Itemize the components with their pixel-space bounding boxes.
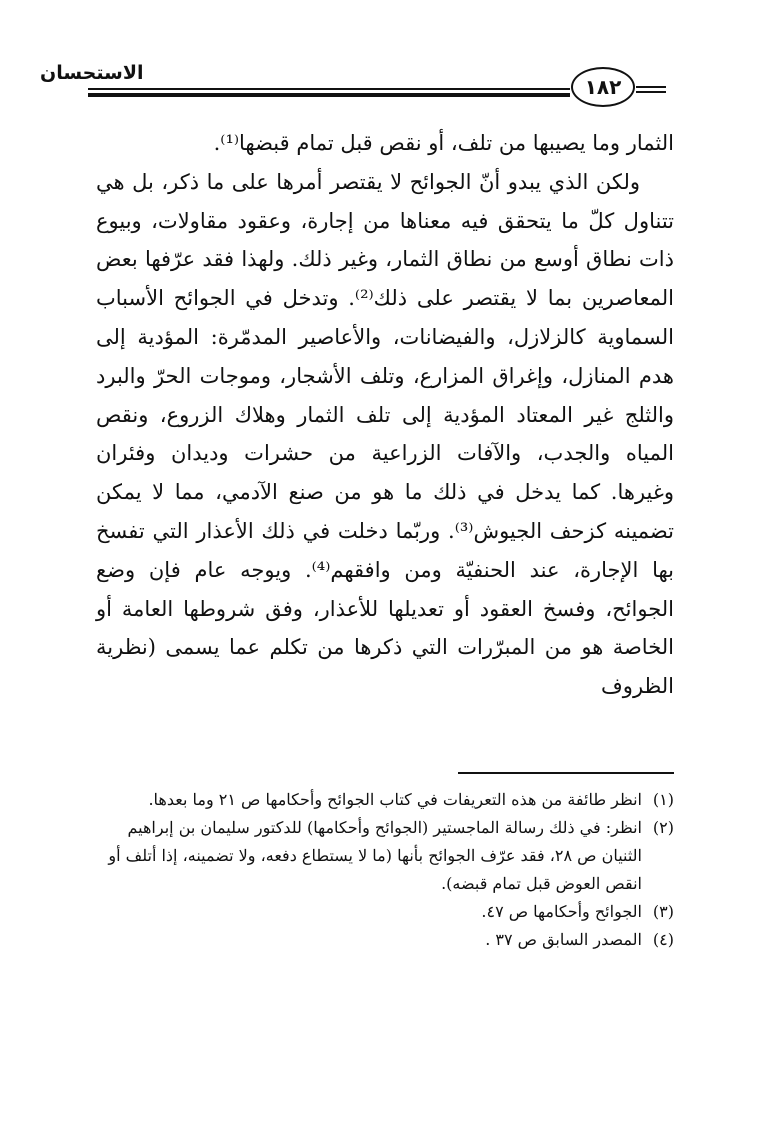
footnote-number: (١) — [652, 790, 674, 809]
header-mark-lower — [636, 91, 666, 93]
footnote — [96, 814, 674, 898]
page-number: ١٨٢ — [571, 67, 635, 107]
paragraph: ولكن الذي يبدو أنّ الجوائح لا يقتصر أمرها على ما ذكر، بل هي تتناول كلّ ما يتحقق فيه معناها من إجارة، وعقود مقاولات، وبيوع ذات نطاق أوسع من نطاق الثمار، وغير ذلك. ولهذا فقد عرّفها بعض المعاصرين بما لا يقتصر على ذلك⁽²⁾. وتدخل في الجوائح الأسباب السماوية كالزلازل، والفيضانات، والأعاصير المدمّرة: المؤدية إلى هدم المنازل، وإغراق المزارع، وتلف الأشجار، وموجات الحرّ والبرد والثلج غير المعتاد المؤدية إلى تلف الثمار وهلاك الزروع، ونقص المياه والجدب، والآفات الزراعية من حشرات وديدان وفئران وغيرها. كما يدخل في ذلك ما هو من صنع الآدمي، مما لا يمكن تضمينه كزحف الجيوش⁽³⁾. وربّما دخلت في ذلك الأعذار التي تفسخ بها الإجارة، عند الحنفيّة ومن وافقهم⁽⁴⁾. ويوجه عام فإن وضع الجوائح، وفسخ العقود أو تعديلها للأعذار، وفق شروطها العامة أو الخاصة هو من المبرّرات التي ذكرها من تكلم عما يسمى (نظرية الظروف — [96, 169, 674, 699]
footnote-number: (٣) — [652, 902, 674, 921]
header-mark-upper — [636, 86, 666, 88]
footnotes — [96, 786, 674, 954]
footnote — [96, 786, 674, 814]
footnote-number: (٢) — [652, 818, 674, 837]
body-text — [96, 124, 674, 706]
footnote-separator — [458, 772, 674, 774]
footnote — [96, 926, 674, 954]
footnote-number: (٤) — [652, 930, 674, 949]
footnote — [96, 898, 674, 926]
footnote-text: انظر طائفة من هذه التعريفات في كتاب الجوائح وأحكامها ص ٢١ وما بعدها. — [148, 790, 642, 809]
footnote-text: انظر: في ذلك رسالة الماجستير (الجوائح وأحكامها) للدكتور سليمان بن إبراهيم الثنيان ص ٢٨، فقد عرّف الجوائح بأنها (ما لا يستطاع دفعه، ولا تضمينه، إذا أتلف أو انقص العوض قبل تمام قبضه). — [108, 818, 642, 893]
footnote-text: الجوائح وأحكامها ص ٤٧. — [481, 902, 642, 921]
header-rule-thick — [88, 93, 570, 97]
running-header-title: الاستحسان — [40, 62, 144, 84]
header-rule-thin — [88, 88, 570, 90]
paragraph: الثمار وما يصيبها من تلف، أو نقص قبل تمام قبضها⁽¹⁾. — [213, 131, 674, 155]
footnote-text: المصدر السابق ص ٣٧ . — [485, 930, 642, 949]
